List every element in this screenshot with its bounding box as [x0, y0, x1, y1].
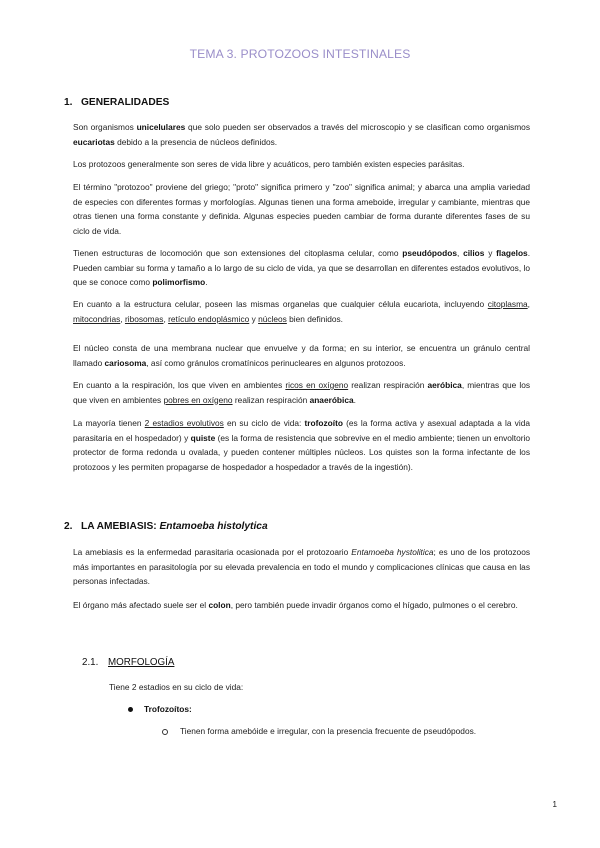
underlined-text: núcleos — [258, 313, 287, 324]
text: ; es uno de los protozoos más importantes en parasitología por su elevada prevalencia en todo el mundo y complicaciones clínicas que causa en las personas infectadas. — [73, 547, 531, 586]
section-1-heading — [64, 97, 169, 108]
text: El órgano más afectado suele ser el — [73, 600, 209, 610]
text: debido a la presencia de núcleos definidos. — [114, 136, 278, 147]
text: bien definidos. — [286, 313, 343, 324]
text: y — [484, 248, 497, 258]
bold-text: pseudópodos — [402, 248, 457, 258]
text: En cuanto a la respiración, los que viven en ambientes — [73, 380, 286, 390]
underlined-text: ricos en oxígeno — [285, 380, 349, 390]
subsection-2-1-title: MORFOLOGÍA — [108, 657, 175, 668]
subsection-2-1-heading — [82, 657, 174, 668]
text: , así como gránulos cromatínicos perinucleares en algunos protozoos. — [146, 357, 406, 368]
paragraph-amebiasis — [73, 545, 530, 589]
text: El núcleo consta de una membrana nuclear que envuelve y da forma; en su interior, se encuentra un gránulo central llamado — [73, 343, 530, 368]
italic-text: Entamoeba hystolitica — [351, 547, 434, 557]
stages-intro: Tiene 2 estadios en su ciclo de vida: — [109, 682, 244, 692]
text: . — [205, 277, 208, 287]
bold-text: cilios — [463, 248, 485, 258]
underlined-text: pobres en oxígeno — [163, 394, 233, 405]
underlined-text: 2 estadios evolutivos — [144, 418, 224, 428]
paragraph-organo-afectado — [73, 598, 530, 613]
bold-text: polimorfismo — [152, 277, 206, 287]
text: La amebiasis es la enfermedad parasitaria ocasionada por el protozoario — [73, 547, 352, 557]
bold-text: eucariotas — [73, 136, 115, 147]
bold-text: quiste — [190, 432, 216, 443]
paragraph-estadios — [73, 416, 530, 474]
bold-text: flagelos — [496, 248, 528, 258]
bold-text: anaeróbica — [309, 394, 354, 405]
underlined-text: citoplasma — [487, 299, 528, 309]
section-1-number: 1. — [64, 97, 73, 108]
bold-text: cariosoma — [104, 357, 147, 368]
bold-text: aeróbica — [427, 380, 462, 390]
section-2-title-species: Entamoeba histolytica — [159, 521, 268, 532]
text: En cuanto a la estructura celular, poseen las mismas organelas que cualquier célula eucariota, incluyendo — [73, 299, 488, 309]
paragraph-respiracion — [73, 378, 530, 407]
text: , — [456, 248, 464, 258]
paragraph-termino-protozoo: El término "protozoo" proviene del griego; "proto" significa primero y "zoo" significa animal; y abarca una amplia variedad de especies con diferentes formas y morfologías. Algunas tienen una forma ameboide, irregular y cambiante, mientras que otras tienen una forma constante y definida. Algunas especies pueden cambiar de forma durante diferentes fases de su ciclo de vida. — [73, 182, 530, 236]
bold-text: trofozoíto — [304, 418, 343, 428]
bold-text: colon — [208, 600, 231, 610]
text: . Pueden cambiar su forma y tamaño a lo largo de su ciclo de vida, ya que se desarrollan en diferentes estados evolutivos, lo que se conoce como — [73, 248, 531, 287]
text: , — [163, 313, 169, 324]
text: . — [353, 394, 356, 405]
text: y — [249, 313, 259, 324]
sub-bullet-circle-icon — [162, 729, 168, 735]
text: en su ciclo de vida: — [223, 418, 305, 428]
paragraph-locomocion — [73, 246, 530, 290]
sub-bullet-forma-text: Tienen forma amebóide e irregular, con la presencia frecuente de pseudópodos. — [180, 726, 477, 736]
underlined-text: retículo endoplásmico — [168, 313, 250, 324]
bold-text: unicelulares — [136, 122, 186, 132]
section-2-heading — [64, 521, 268, 532]
text: , — [120, 313, 125, 324]
section-2-number: 2. — [64, 521, 73, 532]
text: Tienen estructuras de locomoción que son extensiones del citoplasma celular, como — [73, 248, 403, 258]
text: realizan respiración — [232, 394, 310, 405]
paragraph-nucleo — [73, 341, 530, 370]
text: , mientras que los que viven en ambientes — [73, 380, 531, 405]
section-2-title: LA AMEBIASIS: — [81, 521, 160, 532]
subsection-2-1-number: 2.1. — [82, 657, 99, 668]
bullet-trofozoitos-label: Trofozoítos: — [144, 704, 192, 714]
document-title: TEMA 3. PROTOZOOS INTESTINALES — [189, 47, 411, 61]
text: La mayoría tienen — [73, 418, 145, 428]
paragraph-estructura-celular — [73, 297, 530, 326]
underlined-text: ribosomas — [124, 313, 164, 324]
paragraph-vida-libre: Los protozoos generalmente son seres de vida libre y acuáticos, pero también existen especies parásitas. — [73, 159, 465, 169]
section-1-title: GENERALIDADES — [81, 97, 170, 108]
text: , pero también puede invadir órganos como el hígado, pulmones o el cerebro. — [230, 600, 518, 610]
text: Son organismos — [73, 122, 137, 132]
text: (es la forma activa y asexual adaptada a la vida parasitaria en el hospedador) y — [73, 418, 530, 443]
text: (es la forma de resistencia que sobrevive en el medio ambiente; tienen un envoltorio protector de forma redonda u ovalada, y pueden contener múltiples núcleos. Los quistes son la forma infectante de los protozoos y les permiten propagarse de hospedador a hospedador a través de la ingestión). — [73, 432, 530, 472]
bullet-dot-icon — [128, 707, 133, 712]
text: , — [527, 299, 530, 309]
page-number: 1 — [552, 799, 557, 809]
text: que solo pueden ser observados a través del microscopio y se clasifican como organismos — [185, 122, 530, 132]
underlined-text: mitocondrias — [73, 313, 121, 324]
paragraph-unicelulares — [73, 120, 530, 149]
text: realizan respiración — [348, 380, 428, 390]
